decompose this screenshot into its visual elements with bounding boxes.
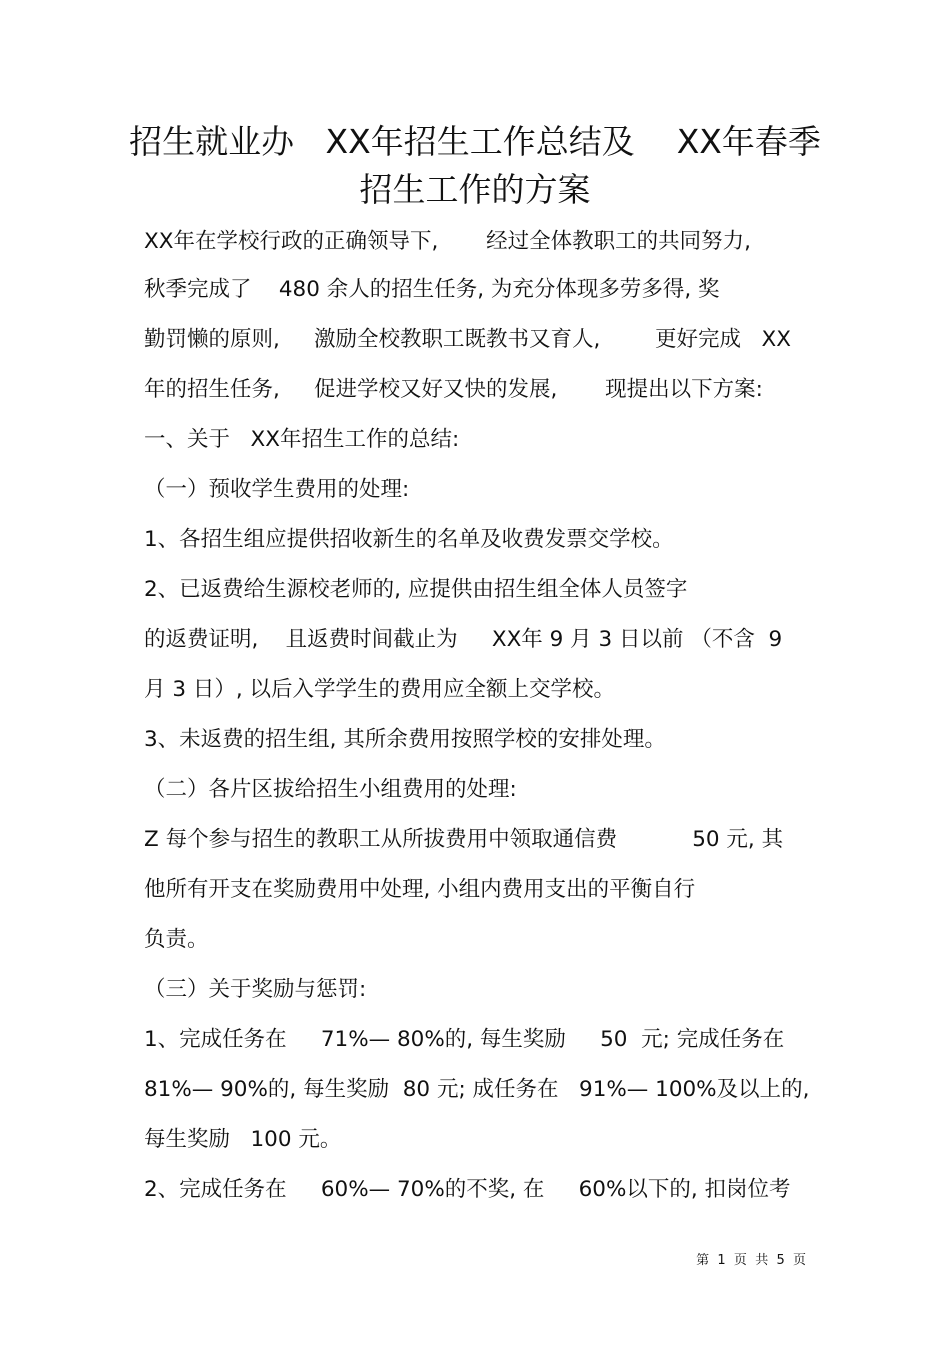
body-line: 负责。 bbox=[144, 927, 209, 952]
body-line: Z 每个参与招生的教职工从所拔费用中领取通信费 50 元, 其 bbox=[144, 827, 784, 852]
body-line: XX年在学校行政的正确领导下, 经过全体教职工的共同努力, bbox=[144, 229, 751, 254]
document-title-line-2: 招生工作的方案 bbox=[359, 170, 591, 209]
body-line: 1、各招生组应提供招收新生的名单及收费发票交学校。 bbox=[144, 527, 674, 552]
page-number-footer: 第 1 页 共 5 页 bbox=[696, 1253, 806, 1268]
body-line: 月 3 日）, 以后入学学生的费用应全额上交学校。 bbox=[144, 677, 616, 702]
subsection-heading: （二）各片区拔给招生小组费用的处理: bbox=[144, 777, 517, 802]
body-line: 年的招生任务, 促进学校又好又快的发展, 现提出以下方案: bbox=[144, 377, 763, 402]
body-line: 他所有开支在奖励费用中处理, 小组内费用支出的平衡自行 bbox=[144, 877, 696, 902]
body-line: 秋季完成了 480 余人的招生任务, 为充分体现多劳多得, 奖 bbox=[144, 277, 720, 302]
body-line: 2、已返费给生源校老师的, 应提供由招生组全体人员签字 bbox=[144, 577, 688, 602]
body-line: 的返费证明, 且返费时间截止为 XX年 9 月 3 日以前 （不含 9 bbox=[144, 627, 783, 652]
subsection-heading: （三）关于奖励与惩罚: bbox=[144, 977, 367, 1002]
subsection-heading: （一）预收学生费用的处理: bbox=[144, 477, 410, 502]
body-line: 勤罚懒的原则, 激励全校教职工既教书又育人, 更好完成 XX bbox=[144, 327, 791, 352]
body-line: 2、完成任务在 60%— 70%的不奖, 在 60%以下的, 扣岗位考 bbox=[144, 1177, 791, 1202]
body-line: 81%— 90%的, 每生奖励 80 元; 成任务在 91%— 100%及以上的, bbox=[144, 1077, 810, 1102]
body-line: 1、完成任务在 71%— 80%的, 每生奖励 50 元; 完成任务在 bbox=[144, 1027, 785, 1052]
document-title-line-1: 招生就业办 XX年招生工作总结及 XX年春季 bbox=[129, 122, 821, 161]
body-line: 每生奖励 100 元。 bbox=[144, 1127, 342, 1152]
section-heading: 一、关于 XX年招生工作的总结: bbox=[144, 427, 460, 452]
body-line: 3、未返费的招生组, 其所余费用按照学校的安排处理。 bbox=[144, 727, 666, 752]
